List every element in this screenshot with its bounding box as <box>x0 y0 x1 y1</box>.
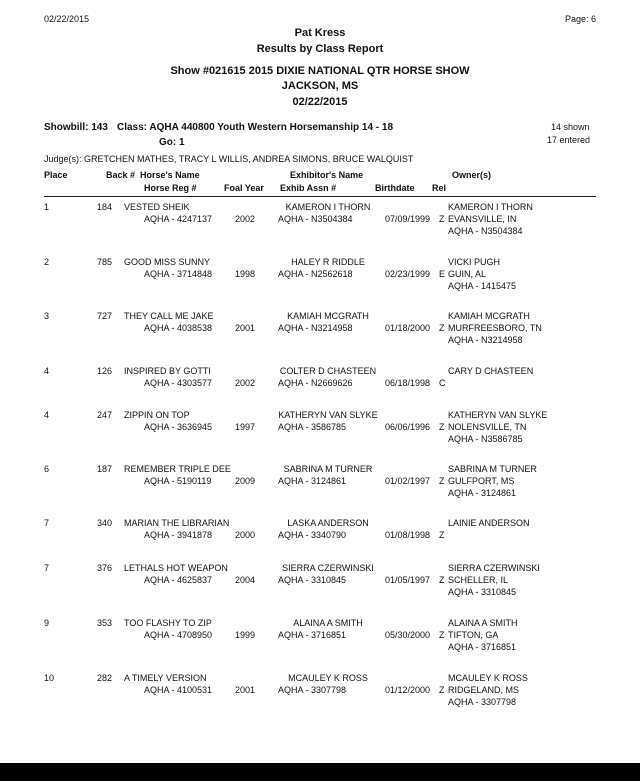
foal-year: 2002 <box>235 378 256 388</box>
exhib-assn: AQHA - 3586785 <box>278 422 347 432</box>
relationship: C <box>439 378 446 388</box>
owner-city: NOLENSVILLE, TN <box>448 422 527 432</box>
place: 3 <box>44 311 50 321</box>
shown-count: 14 shown <box>551 122 590 132</box>
owner-name: KAMIAH MCGRATH <box>448 311 530 321</box>
owner-name: SIERRA CZERWINSKI <box>448 563 540 573</box>
horse-name: INSPIRED BY GOTTI <box>124 366 211 376</box>
horse-name: VESTED SHEIK <box>124 202 190 212</box>
place: 10 <box>44 673 55 683</box>
horse-reg: AQHA - 4247137 <box>144 214 213 224</box>
foal-year: 2001 <box>235 685 256 695</box>
birthdate: 06/18/1998 <box>385 378 431 388</box>
exhibitor-name: SABRINA M TURNER <box>283 464 373 474</box>
back-number: 184 <box>97 202 113 212</box>
foal-year: 1997 <box>235 422 256 432</box>
place: 4 <box>44 366 50 376</box>
horse-name: ZIPPIN ON TOP <box>124 410 190 420</box>
exhib-assn: AQHA - N3504384 <box>278 214 353 224</box>
birthdate: 01/05/1997 <box>385 575 431 585</box>
col-owners: Owner(s) <box>452 170 492 180</box>
owner-assn: AQHA - N3504384 <box>448 226 523 236</box>
back-number: 247 <box>97 410 113 420</box>
birthdate: 01/12/2000 <box>385 685 431 695</box>
exhib-assn: AQHA - N2669626 <box>278 378 353 388</box>
relationship: E <box>439 269 446 279</box>
exhib-assn: AQHA - N2562618 <box>278 269 353 279</box>
entered-count: 17 entered <box>547 135 591 145</box>
owner-city: MURFREESBORO, TN <box>448 323 542 333</box>
owner-name: CARY D CHASTEEN <box>448 366 534 376</box>
horse-name: REMEMBER TRIPLE DEE <box>124 464 231 474</box>
show-date: 02/22/2015 <box>292 96 348 108</box>
relationship: Z <box>439 530 445 540</box>
go-number: Go: 1 <box>159 137 185 148</box>
place: 7 <box>44 563 50 573</box>
horse-name: A TIMELY VERSION <box>124 673 207 683</box>
back-number: 187 <box>97 464 113 474</box>
page-number: Page: 6 <box>565 14 597 24</box>
back-number: 727 <box>97 311 113 321</box>
exhib-assn: AQHA - 3716851 <box>278 630 347 640</box>
print-date: 02/22/2015 <box>44 14 90 24</box>
owner-assn: AQHA - 1415475 <box>448 281 517 291</box>
foal-year: 1998 <box>235 269 256 279</box>
report-subtitle: Results by Class Report <box>256 43 384 55</box>
exhibitor-name: ALAINA A SMITH <box>293 618 363 628</box>
horse-reg: AQHA - 4708950 <box>144 630 213 640</box>
judges: Judge(s): GRETCHEN MATHES, TRACY L WILLIS, ANDREA SIMONS, BRUCE WALQUIST <box>44 154 414 164</box>
exhibitor-name: COLTER D CHASTEEN <box>279 366 377 376</box>
place: 2 <box>44 257 50 267</box>
foal-year: 2001 <box>235 323 256 333</box>
birthdate: 02/23/1999 <box>385 269 431 279</box>
owner-assn: AQHA - 3716851 <box>448 642 517 652</box>
horse-reg: AQHA - 3714848 <box>144 269 213 279</box>
viewer-bottom-edge <box>0 763 640 781</box>
owner-name: KAMERON I THORN <box>448 202 533 212</box>
horse-name: MARIAN THE LIBRARIAN <box>124 518 230 528</box>
exhib-assn: AQHA - 3124861 <box>278 476 347 486</box>
exhib-assn: AQHA - 3340790 <box>278 530 347 540</box>
owner-city: SCHELLER, IL <box>448 575 509 585</box>
owner-name: SABRINA M TURNER <box>448 464 537 474</box>
owner-city: TIFTON, GA <box>448 630 499 640</box>
showbill: Showbill: 143 <box>44 122 108 133</box>
owner-assn: AQHA - N3214958 <box>448 335 523 345</box>
exhibitor-name: HALEY R RIDDLE <box>291 257 365 267</box>
exhibitor-name: SIERRA CZERWINSKI <box>282 563 374 573</box>
relationship: Z <box>439 214 445 224</box>
relationship: Z <box>439 685 445 695</box>
birthdate: 01/08/1998 <box>385 530 431 540</box>
col-place: Place <box>44 170 68 180</box>
horse-name: LETHALS HOT WEAPON <box>124 563 228 573</box>
relationship: Z <box>439 630 445 640</box>
owner-name: KATHERYN VAN SLYKE <box>448 410 548 420</box>
back-number: 353 <box>97 618 113 628</box>
show-location: JACKSON, MS <box>281 80 359 92</box>
horse-name: TOO FLASHY TO ZIP <box>124 618 212 628</box>
col-birthdate: Birthdate <box>375 183 415 193</box>
back-number: 340 <box>97 518 113 528</box>
owner-name: MCAULEY K ROSS <box>448 673 528 683</box>
col-rel: Rel <box>432 183 447 193</box>
relationship: Z <box>439 422 445 432</box>
exhibitor-name: KATHERYN VAN SLYKE <box>278 410 378 420</box>
header-divider <box>44 196 596 197</box>
class-name: Class: AQHA 440800 Youth Western Horsemanship 14 - 18 <box>117 122 394 133</box>
col-back: Back # <box>106 170 136 180</box>
col-horse-name: Horse's Name <box>140 170 200 180</box>
owner-assn: AQHA - 3124861 <box>448 488 517 498</box>
relationship: Z <box>439 575 445 585</box>
place: 6 <box>44 464 50 474</box>
owner-assn: AQHA - N3586785 <box>448 434 523 444</box>
col-exhibitor-name: Exhibitor's Name <box>290 170 364 180</box>
exhib-assn: AQHA - N3214958 <box>278 323 353 333</box>
exhibitor-name: LASKA ANDERSON <box>287 518 369 528</box>
exhib-assn: AQHA - 3307798 <box>278 685 347 695</box>
foal-year: 2004 <box>235 575 256 585</box>
owner-name: ALAINA A SMITH <box>448 618 518 628</box>
horse-reg: AQHA - 3636945 <box>144 422 213 432</box>
place: 9 <box>44 618 50 628</box>
foal-year: 1999 <box>235 630 256 640</box>
exhibitor-name: MCAULEY K ROSS <box>288 673 368 683</box>
horse-reg: AQHA - 4038538 <box>144 323 213 333</box>
relationship: Z <box>439 323 445 333</box>
birthdate: 05/30/2000 <box>385 630 431 640</box>
col-exhib-assn: Exhib Assn # <box>280 183 337 193</box>
foal-year: 2009 <box>235 476 256 486</box>
birthdate: 01/02/1997 <box>385 476 431 486</box>
relationship: Z <box>439 476 445 486</box>
exhibitor-name: KAMIAH MCGRATH <box>287 311 369 321</box>
col-foal-year: Foal Year <box>224 183 264 193</box>
horse-reg: AQHA - 5190119 <box>144 476 212 486</box>
horse-reg: AQHA - 3941878 <box>144 530 213 540</box>
horse-reg: AQHA - 4303577 <box>144 378 213 388</box>
back-number: 126 <box>97 366 113 376</box>
birthdate: 07/09/1999 <box>385 214 431 224</box>
back-number: 282 <box>97 673 113 683</box>
exhib-assn: AQHA - 3310845 <box>278 575 347 585</box>
owner-name: VICKI PUGH <box>448 257 501 267</box>
exhibitor-name: KAMERON I THORN <box>285 202 371 212</box>
col-horse-reg: Horse Reg # <box>144 183 197 193</box>
place: 7 <box>44 518 50 528</box>
place: 4 <box>44 410 50 420</box>
owner-city: GUIN, AL <box>448 269 487 279</box>
foal-year: 2002 <box>235 214 256 224</box>
place: 1 <box>44 202 50 212</box>
owner-city: RIDGELAND, MS <box>448 685 520 695</box>
owner-name: LAINIE ANDERSON <box>448 518 530 528</box>
owner-city: EVANSVILLE, IN <box>448 214 517 224</box>
foal-year: 2000 <box>235 530 256 540</box>
back-number: 376 <box>97 563 113 573</box>
owner-city: GULFPORT, MS <box>448 476 515 486</box>
birthdate: 01/18/2000 <box>385 323 431 333</box>
owner-assn: AQHA - 3310845 <box>448 587 517 597</box>
horse-reg: AQHA - 4625837 <box>144 575 213 585</box>
back-number: 785 <box>97 257 113 267</box>
horse-reg: AQHA - 4100531 <box>144 685 213 695</box>
birthdate: 06/06/1996 <box>385 422 431 432</box>
report-name: Pat Kress <box>294 27 346 39</box>
horse-name: GOOD MISS SUNNY <box>124 257 211 267</box>
show-title: Show #021615 2015 DIXIE NATIONAL QTR HORSE SHOW <box>170 65 470 77</box>
owner-assn: AQHA - 3307798 <box>448 697 517 707</box>
horse-name: THEY CALL ME JAKE <box>124 311 214 321</box>
